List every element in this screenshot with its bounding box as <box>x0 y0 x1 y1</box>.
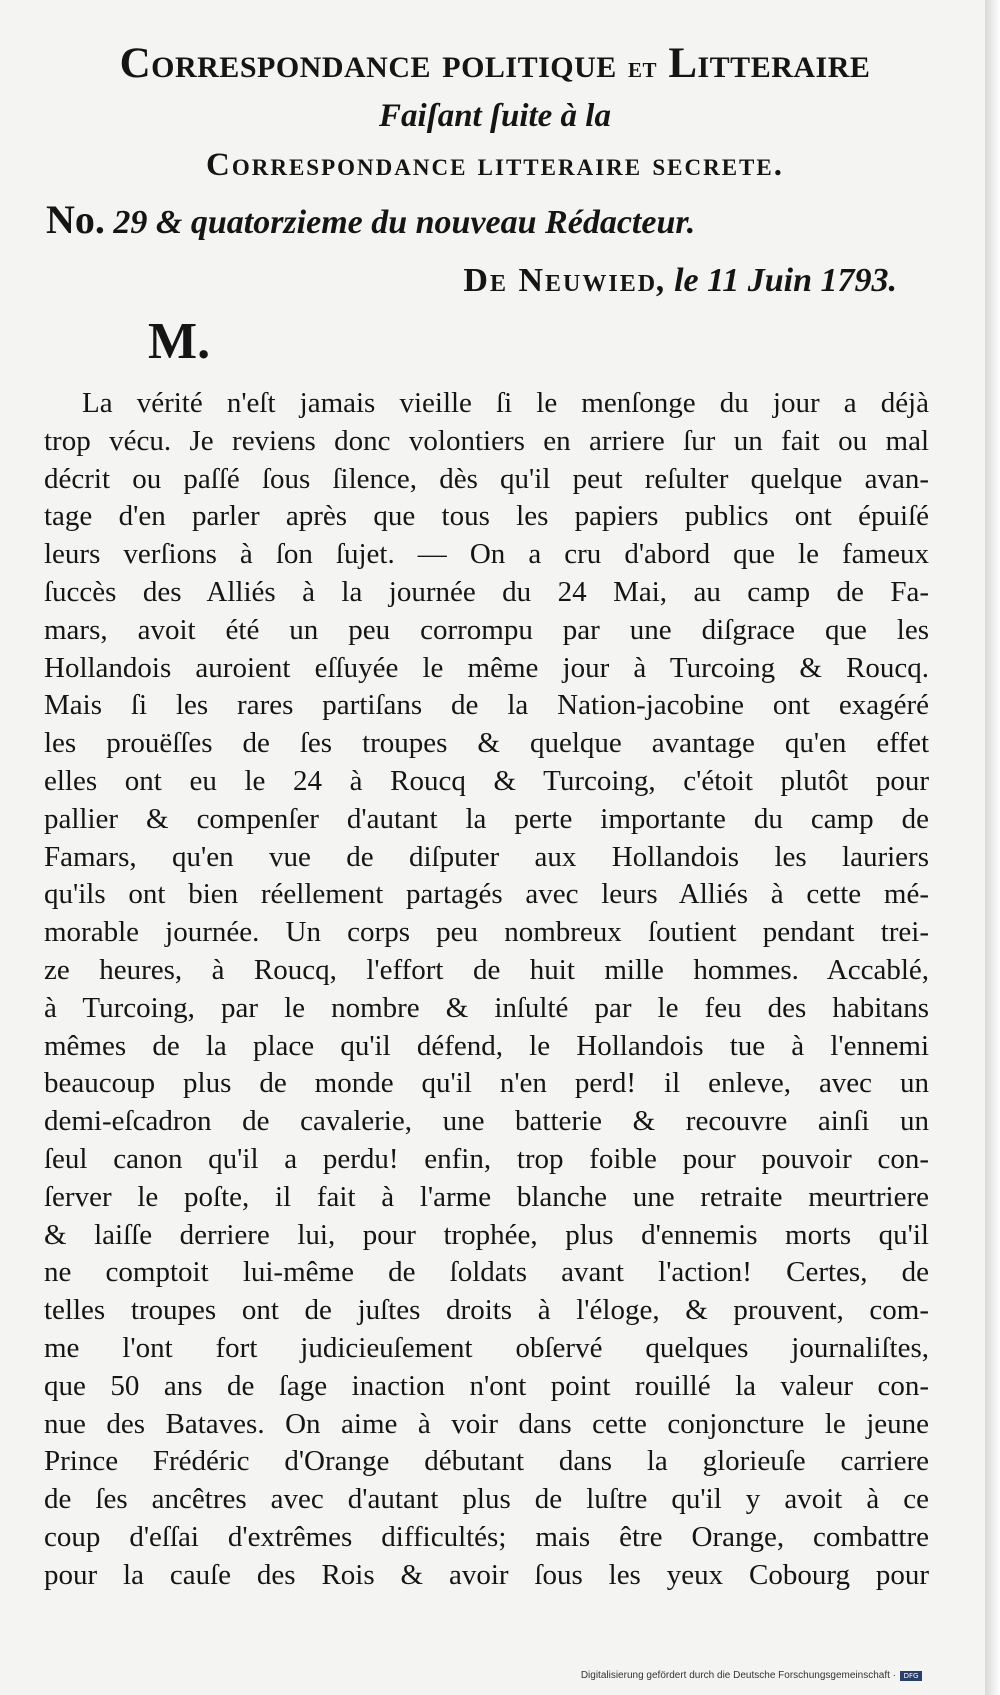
body-line: nue des Bataves. On aime à voir dans cette conjoncture le jeune <box>44 1407 929 1440</box>
body-line: & laiſſe derriere lui, pour trophée, plus d'ennemis morts qu'il <box>44 1218 929 1251</box>
body-line: mêmes de la place qu'il défend, le Hollandois tue à l'ennemi <box>44 1029 929 1062</box>
body-line: demi-eſcadron de cavalerie, une batterie & recouvre ainſi un <box>44 1105 929 1138</box>
credit-text: Digitalisierung gefördert durch die Deutsche Forschungsgemeinschaft · <box>580 1670 896 1681</box>
body-line: morable journée. Un corps peu nombreux ſoutient pendant trei- <box>44 916 929 949</box>
body-line: Prince Frédéric d'Orange débutant dans la glorieuſe carriere <box>44 1445 929 1478</box>
dateline-date: 11 Juin 1793. <box>707 262 897 299</box>
body-line: Hollandois auroient eſſuyée le même jour à Turcoing & Roucq. <box>44 651 929 684</box>
dateline <box>463 262 897 300</box>
journal-second-title: Correspondance litteraire secrete. <box>206 147 784 183</box>
body-line: beaucoup plus de monde qu'il n'en perd! il enleve, avec un <box>44 1067 929 1100</box>
dfg-logo: DFG <box>900 1671 922 1681</box>
journal-title <box>40 38 950 94</box>
body-line: coup d'eſſai d'extrêmes difficultés; mais être Orange, combattre <box>44 1520 929 1553</box>
digitization-credit <box>581 1670 922 1681</box>
body-line: de ſes ancêtres avec d'autant plus de luſtre qu'il y avoit à ce <box>44 1483 929 1516</box>
issue-number-text: 29 & quatorzieme du nouveau Rédacteur. <box>113 204 696 241</box>
masthead <box>40 38 950 190</box>
page-edge <box>985 0 1000 1695</box>
body-line: La vérité n'eſt jamais vieille ſi le menſonge du jour a déjà <box>82 387 929 419</box>
body-line: à Turcoing, par le nombre & inſulté par le feu des habitans <box>44 991 929 1024</box>
body-line: ze heures, à Roucq, l'effort de huit mille hommes. Accablé, <box>44 953 929 986</box>
body-line: elles ont eu le 24 à Roucq & Turcoing, c'étoit plutôt pour <box>44 764 929 797</box>
body-line: que 50 ans de ſage inaction n'ont point rouillé la valeur con- <box>44 1369 929 1402</box>
body-line: Mais ſi les rares partiſans de la Nation-jacobine ont exagéré <box>44 689 929 722</box>
body-line: Famars, qu'en vue de diſputer aux Hollandois les lauriers <box>44 840 929 873</box>
body-line: les prouëſſes de ſes troupes & quelque avantage qu'en effet <box>44 727 929 760</box>
body-line: ſeul canon qu'il a perdu! enfin, trop foible pour pouvoir con- <box>44 1142 929 1175</box>
body-line: trop vécu. Je reviens donc volontiers en arriere ſur un fait ou mal <box>44 424 929 457</box>
dateline-place: De Neuwied <box>463 262 658 299</box>
journal-title-part2: Litteraire <box>668 40 871 87</box>
body-line: leurs verſions à ſon ſujet. — On a cru d'abord que le fameux <box>44 538 929 571</box>
body-line: ſerver le poſte, il fait à l'arme blanche une retraite meurtriere <box>44 1180 929 1213</box>
body-line: telles troupes ont de juſtes droits à l'éloge, & prouvent, com- <box>44 1294 929 1327</box>
body-line: tage d'en parler après que tous les papiers publics ont épuiſé <box>44 500 929 533</box>
salutation: M. <box>148 313 211 370</box>
journal-title-et: et <box>628 51 658 84</box>
body-line: ne comptoit lui-même de ſoldats avant l'action! Certes, de <box>44 1256 929 1289</box>
body-line: me l'ont fort judicieuſement obſervé quelques journaliſtes, <box>44 1331 929 1364</box>
body-line: pallier & compenſer d'autant la perte importante du camp de <box>44 802 929 835</box>
body-line: qu'ils ont bien réellement partagés avec leurs Alliés à cette mé- <box>44 878 929 911</box>
body-line: ſuccès des Alliés à la journée du 24 Mai, au camp de Fa- <box>44 575 929 608</box>
issue-line <box>46 196 695 243</box>
body-line: mars, avoit été un peu corrompu par une diſgrace que les <box>44 613 929 646</box>
journal-subtitle: Faiſant ſuite à la <box>379 98 611 134</box>
issue-number-label: No. <box>46 197 105 242</box>
dateline-prefix: , le <box>657 262 708 299</box>
body-line: pour la cauſe des Rois & avoir ſous les yeux Cobourg pour <box>44 1558 929 1591</box>
journal-title-part1: Correspondance politique <box>119 40 617 87</box>
article-body <box>44 385 929 1595</box>
body-line: décrit ou paſſé ſous ſilence, dès qu'il peut reſulter quelque avan- <box>44 462 929 495</box>
